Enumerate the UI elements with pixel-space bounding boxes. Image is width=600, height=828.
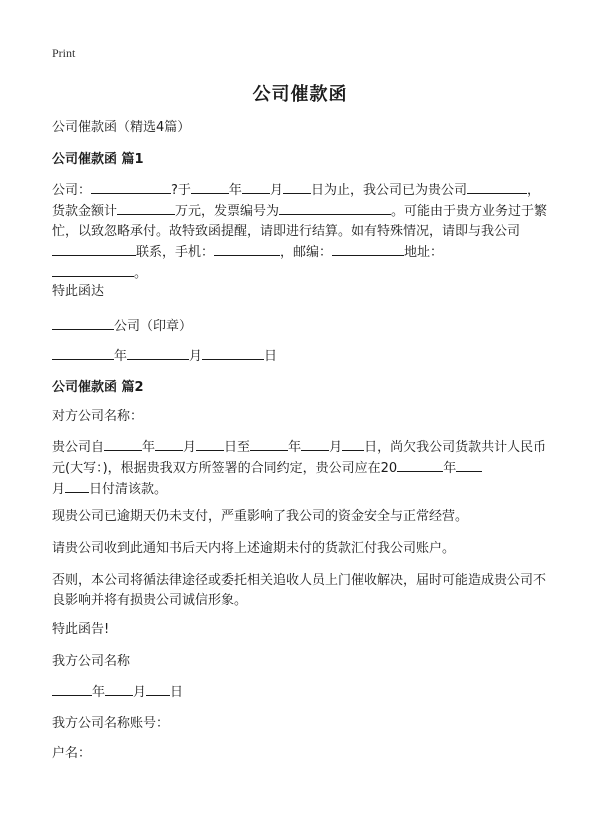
blank-line — [65, 479, 89, 493]
month-label: 月 — [133, 685, 147, 700]
blank-line — [279, 201, 391, 215]
section2-para2: 现贵公司已逾期天仍未支付，严重影响了我公司的资金安全与正常经营。 — [52, 509, 469, 524]
text: 月 — [269, 183, 283, 198]
text: 年 — [228, 183, 242, 198]
blank-line — [202, 346, 264, 360]
seal-label: 公司（印章） — [114, 319, 193, 334]
text: 年 — [443, 461, 457, 476]
blank-line — [191, 180, 229, 194]
text: 地址： — [404, 245, 444, 260]
blank-line — [105, 682, 133, 696]
section1-closing: 特此函达 — [52, 284, 105, 299]
month-label: 月 — [189, 349, 203, 364]
section1-heading: 公司催款函 篇1 — [52, 152, 144, 167]
blank-line — [52, 263, 134, 277]
text: 月 — [52, 482, 66, 497]
blank-line — [214, 242, 280, 256]
blank-line — [242, 180, 270, 194]
section2-heading: 公司催款函 篇2 — [52, 380, 144, 395]
blank-line — [104, 437, 142, 451]
text: 公司： — [52, 183, 92, 198]
section2-para4: 否则，本公司将循法律途径或委托相关追收人员上门催收解决，届时可能造成贵公司不良影响并将有损贵公司诚信形象。 — [52, 573, 547, 608]
text: 年 — [288, 440, 302, 455]
blank-line — [250, 437, 288, 451]
section1-body — [52, 180, 552, 284]
text: 贵公司自 — [52, 440, 105, 455]
text: 货款金额计 — [52, 204, 118, 219]
text: ?于 — [171, 183, 191, 198]
blank-line — [91, 180, 171, 194]
blank-line — [301, 437, 329, 451]
section2-date-line — [52, 682, 552, 703]
blank-line — [332, 242, 404, 256]
blank-line — [52, 682, 92, 696]
blank-line — [127, 346, 189, 360]
blank-line — [342, 437, 364, 451]
section2-closing: 特此函告! — [52, 622, 110, 637]
blank-line — [467, 180, 527, 194]
section1-date-line — [52, 346, 552, 367]
text: 。 — [134, 266, 148, 281]
blank-line — [196, 437, 224, 451]
blank-line — [456, 458, 482, 472]
blank-line — [52, 346, 114, 360]
year-label: 年 — [114, 349, 128, 364]
section2-para3: 请贵公司收到此通知书后天内将上述逾期未付的货款汇付我公司账户。 — [52, 541, 456, 556]
text: ，邮编： — [280, 245, 333, 260]
section2-account: 我方公司名称账号： — [52, 716, 170, 731]
section1-seal-line — [52, 316, 552, 337]
print-link[interactable]: Print — [52, 46, 76, 60]
day-label: 日 — [264, 349, 278, 364]
blank-line — [117, 201, 175, 215]
day-label: 日 — [170, 685, 184, 700]
text: 。可能由于贵方业务过于繁忙，以致忽略承付。故特致函提醒，请即进行结算。如有特殊情况，请即与我公司 — [52, 204, 548, 239]
blank-line — [155, 437, 183, 451]
text: ， — [526, 183, 540, 198]
text: 联系，手机： — [136, 245, 215, 260]
text: 年 — [142, 440, 156, 455]
blank-line — [52, 242, 136, 256]
section2-recipient: 对方公司名称： — [52, 409, 144, 424]
text: 日付清该款。 — [89, 482, 168, 497]
section2-company-name: 我方公司名称 — [52, 654, 131, 669]
text: 日至 — [224, 440, 251, 455]
document-title: 公司催款函 — [252, 84, 348, 105]
section2-account-holder: 户名： — [52, 746, 92, 761]
year-label: 年 — [92, 685, 106, 700]
text: 月 — [329, 440, 343, 455]
text: 日，尚欠我公司货款共计人民币元(大写：)，根据贵我双方所签署的合同约定，贵公司应在20 — [52, 440, 547, 476]
text: 月 — [183, 440, 197, 455]
section2-para1 — [52, 437, 552, 500]
blank-line — [397, 458, 443, 472]
text: 万元，发票编号为 — [175, 204, 280, 219]
blank-line — [283, 180, 311, 194]
blank-line — [52, 316, 114, 330]
document-subtitle: 公司催款函（精选4篇） — [52, 120, 191, 135]
blank-line — [146, 682, 170, 696]
text: 日为止，我公司已为贵公司 — [310, 183, 467, 198]
